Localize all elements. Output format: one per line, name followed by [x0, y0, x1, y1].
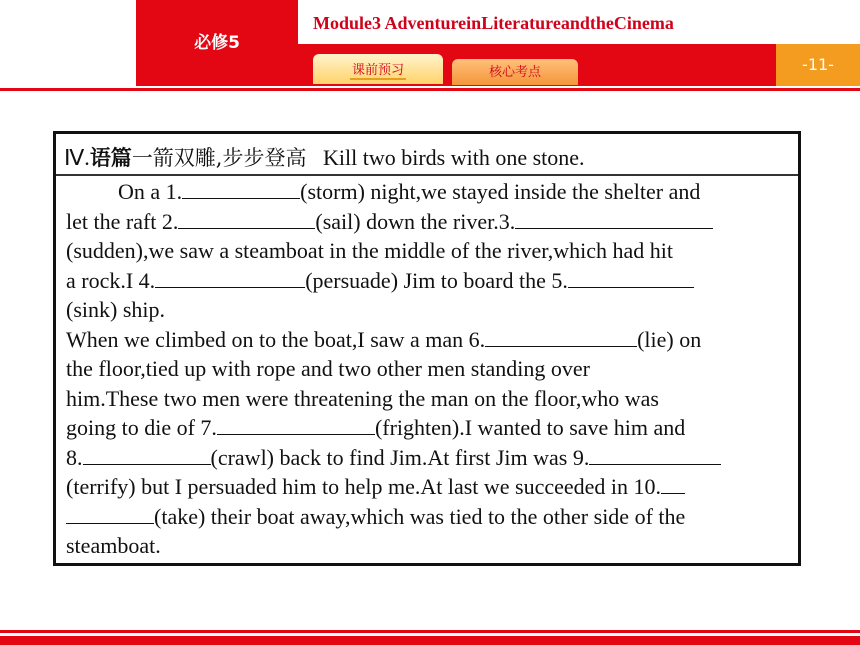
heading-bold: 语篇 — [89, 145, 132, 170]
passage — [66, 177, 792, 561]
blank-3[interactable] — [515, 208, 713, 229]
footer-bar — [0, 636, 860, 645]
heading-number: Ⅳ. — [64, 145, 90, 170]
passage-line: On a 1. (storm) night,we stayed inside the shelter and — [118, 179, 701, 204]
tab-key-points-label: 核心考点 — [488, 65, 541, 80]
blank-1[interactable] — [182, 178, 300, 199]
passage-line: (terrify) but I persuaded him to help me.At last we succeeded in 10. — [66, 472, 792, 502]
passage-line: (take) their boat away,which was tied to the other side of the — [66, 502, 792, 532]
blank-8[interactable] — [83, 444, 211, 465]
tab-preview[interactable] — [313, 54, 443, 84]
passage-line: a rock.I 4. (persuade) Jim to board the 5. — [66, 266, 792, 296]
blank-4[interactable] — [155, 267, 305, 288]
passage-line: steamboat. — [66, 533, 161, 558]
module-title: Module3 AdventureinLiteratureandtheCinema — [313, 13, 674, 33]
passage-line: going to die of 7. (frighten).I wanted to save him and — [66, 415, 686, 440]
blank-5[interactable] — [568, 267, 694, 288]
heading-english: Kill two birds with one stone. — [323, 145, 585, 170]
exercise-box — [53, 131, 801, 566]
header-divider — [0, 88, 860, 91]
book-label-block — [136, 0, 298, 86]
passage-line: When we climbed on to the boat,I saw a man 6. (lie) on — [66, 326, 702, 352]
blank-10[interactable] — [661, 473, 685, 494]
passage-line: (sink) ship. — [66, 297, 165, 322]
passage-line: him.These two men were threatening the man on the floor,who was — [66, 385, 659, 411]
heading-chinese: 一箭双雕,步步登高 — [131, 146, 307, 170]
blank-9[interactable] — [589, 444, 721, 465]
passage-line: 8. (crawl) back to find Jim.At first Jim was 9. — [66, 443, 792, 473]
blank-10-continued[interactable] — [66, 503, 154, 524]
book-label: 必修5 — [194, 33, 240, 53]
passage-line: let the raft 2. (sail) down the river.3. — [66, 207, 792, 237]
blank-2[interactable] — [178, 208, 315, 229]
passage-line: (sudden),we saw a steamboat in the middle of the river,which had hit — [66, 238, 673, 263]
tab-key-points[interactable] — [452, 59, 578, 85]
exercise-heading — [56, 134, 798, 176]
footer-divider — [0, 630, 860, 633]
blank-7[interactable] — [217, 414, 375, 435]
top-banner — [0, 0, 860, 92]
passage-line: the floor,tied up with rope and two other men standing over — [66, 356, 590, 381]
tab-preview-label: 课前预习 — [351, 63, 404, 78]
blank-6[interactable] — [485, 326, 637, 347]
page-number: -11- — [776, 44, 860, 86]
